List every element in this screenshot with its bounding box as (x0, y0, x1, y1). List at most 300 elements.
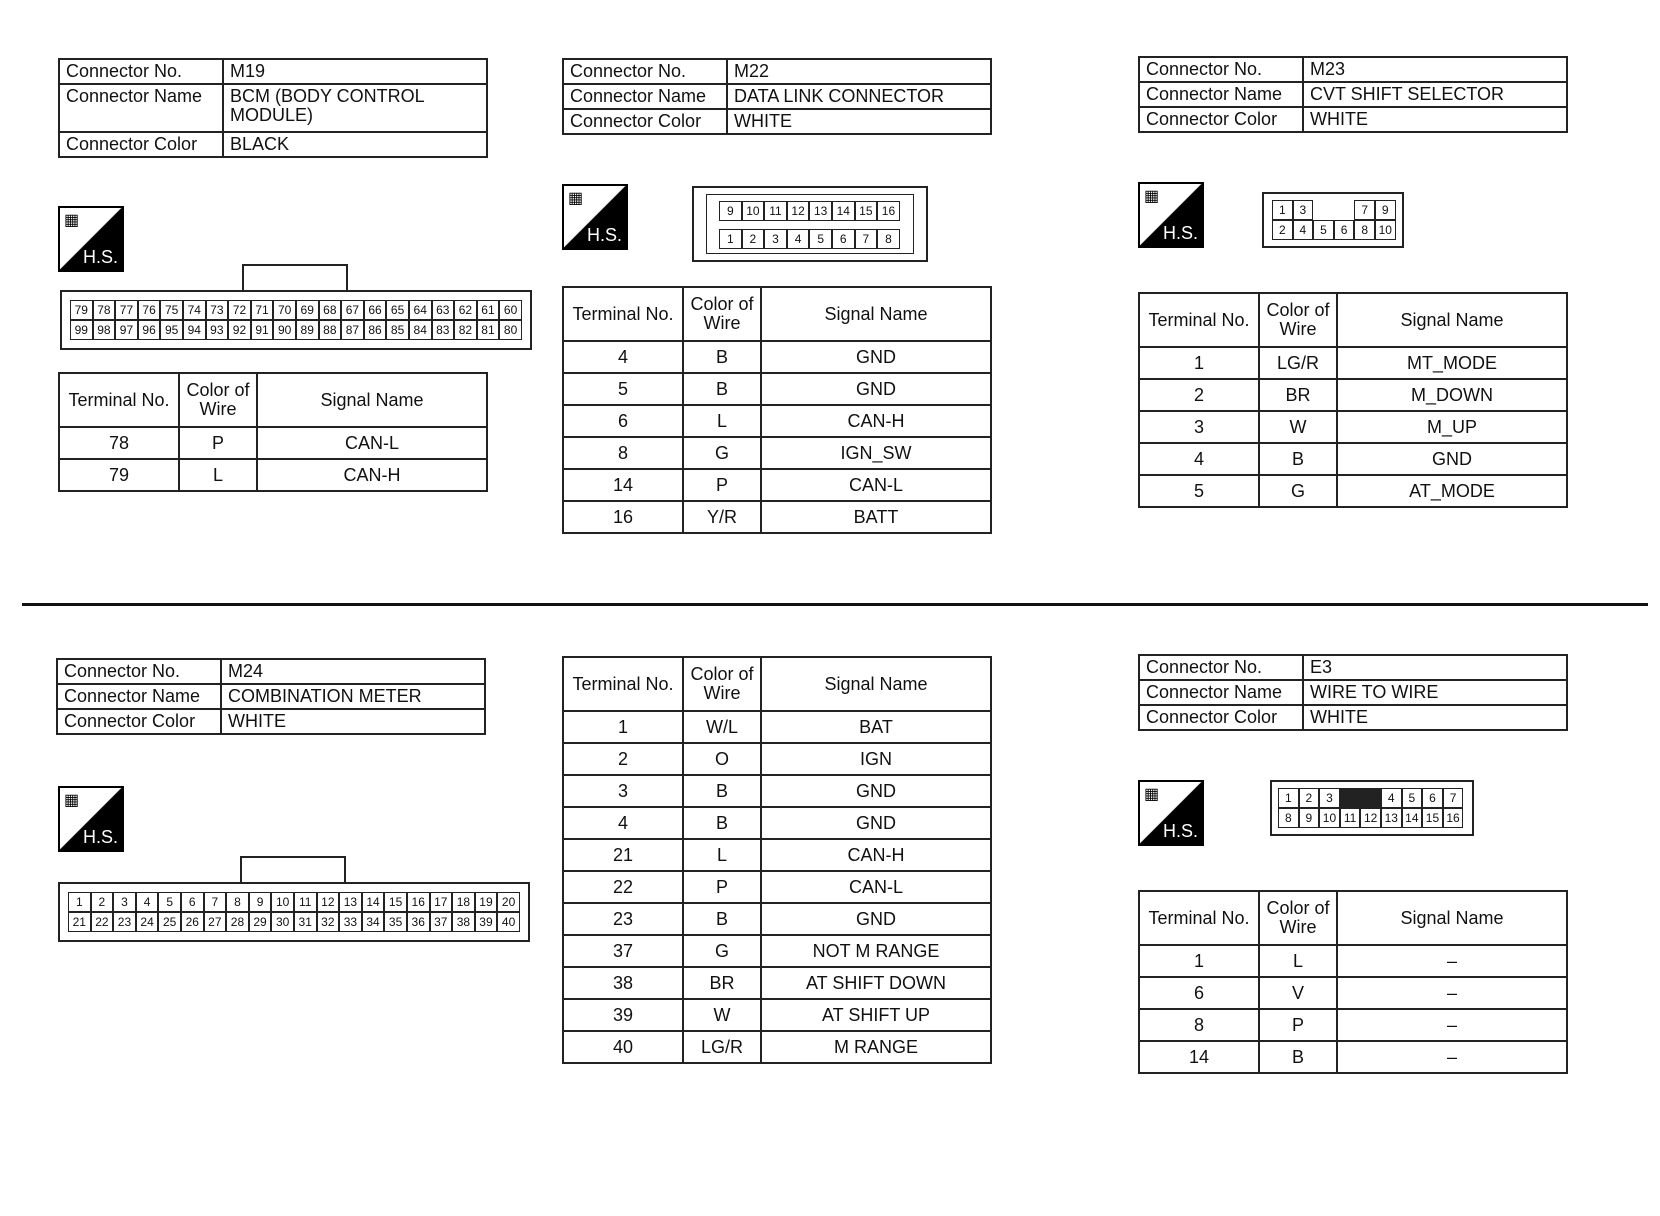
signal-name-cell: – (1337, 945, 1567, 977)
terminal-no-header: Terminal No. (59, 373, 179, 427)
wire-color-cell: G (1259, 475, 1337, 507)
terminal-no-cell: 3 (1139, 411, 1259, 443)
table-row (563, 437, 991, 469)
connector-pin: 3 (113, 892, 136, 912)
connector-pin: 38 (452, 912, 475, 932)
wire-color-cell: B (683, 373, 761, 405)
connector-pin: 1 (1278, 788, 1299, 808)
signal-name-cell: IGN (761, 743, 991, 775)
connector-name-label: Connector Name (57, 684, 221, 709)
connector-pin: 5 (158, 892, 181, 912)
connector-pin: 79 (70, 300, 93, 320)
connector-pin: 2 (1299, 788, 1320, 808)
table-row (563, 935, 991, 967)
terminal-no-cell: 38 (563, 967, 683, 999)
signal-name-cell: M_UP (1337, 411, 1567, 443)
connector-pin: 9 (1299, 808, 1320, 828)
connector-pin: 14 (1402, 808, 1423, 828)
connector-pin: 39 (475, 912, 498, 932)
connector-pin: 82 (454, 320, 477, 340)
connector-name-value: DATA LINK CONNECTOR (727, 84, 991, 109)
connector-pin: 4 (787, 229, 810, 249)
wire-color-cell: B (683, 775, 761, 807)
table-row (1139, 411, 1567, 443)
m23-terminal-table (1138, 292, 1568, 508)
connector-name-value: COMBINATION METER (221, 684, 485, 709)
connector-pin: 29 (249, 912, 272, 932)
connector-pin: 80 (499, 320, 522, 340)
terminal-no-cell: 14 (563, 469, 683, 501)
connector-pin: 3 (764, 229, 787, 249)
connector-color-label: Connector Color (563, 109, 727, 134)
connector-name-line2: MODULE) (230, 105, 314, 125)
connector-pin: 66 (364, 300, 387, 320)
m24-terminal-table (562, 656, 992, 1064)
connector-pin: 15 (384, 892, 407, 912)
connector-color-value: WHITE (1303, 107, 1567, 132)
connector-color-value: WHITE (1303, 705, 1567, 730)
connector-pin: 69 (296, 300, 319, 320)
connector-pin: 13 (809, 201, 832, 221)
connector-color-label: Connector Color (57, 709, 221, 734)
connector-pin: 92 (228, 320, 251, 340)
signal-name-header: Signal Name (257, 373, 487, 427)
terminal-no-cell: 2 (563, 743, 683, 775)
signal-name-cell: CAN-H (761, 405, 991, 437)
connector-pin: 11 (294, 892, 317, 912)
color-of-wire-header: Color of Wire (683, 287, 761, 341)
connector-pin: 62 (454, 300, 477, 320)
connector-pin: 8 (1278, 808, 1299, 828)
connector-pin: 10 (1375, 220, 1396, 240)
wire-color-cell: L (1259, 945, 1337, 977)
wire-color-cell: W (683, 999, 761, 1031)
connector-pin: 73 (206, 300, 229, 320)
connector-pin: 78 (93, 300, 116, 320)
connector-pin: 81 (477, 320, 500, 340)
terminal-no-header: Terminal No. (563, 657, 683, 711)
signal-name-cell: AT_MODE (1337, 475, 1567, 507)
connector-no-value: E3 (1303, 655, 1567, 680)
connector-key-slot (1334, 200, 1355, 220)
table-row (1139, 945, 1567, 977)
connector-pin: 9 (249, 892, 272, 912)
connector-pin: 6 (1334, 220, 1355, 240)
table-row (1139, 443, 1567, 475)
terminal-no-cell: 5 (1139, 475, 1259, 507)
connector-pin: 83 (432, 320, 455, 340)
connector-name-value: CVT SHIFT SELECTOR (1303, 82, 1567, 107)
connector-pin: 1 (719, 229, 742, 249)
section-divider (22, 603, 1648, 606)
signal-name-cell: – (1337, 1041, 1567, 1073)
terminal-no-cell: 14 (1139, 1041, 1259, 1073)
connector-name-label: Connector Name (1139, 82, 1303, 107)
connector-pin: 5 (809, 229, 832, 249)
connector-no-label: Connector No. (57, 659, 221, 684)
wire-color-cell: L (179, 459, 257, 491)
connector-pin: 19 (475, 892, 498, 912)
connector-symbol-icon: ▦ (568, 190, 584, 207)
table-row (1139, 977, 1567, 1009)
connector-symbol-icon: ▦ (64, 212, 80, 229)
m22-connector-inner (706, 194, 914, 254)
color-of-wire-header: Color of Wire (683, 657, 761, 711)
connector-key-slot (1313, 200, 1334, 220)
connector-pin: 85 (386, 320, 409, 340)
hs-label: H.S. (1162, 821, 1198, 841)
connector-pin: 64 (409, 300, 432, 320)
connector-pin: 37 (430, 912, 453, 932)
connector-pin: 25 (158, 912, 181, 932)
table-row (1139, 1041, 1567, 1073)
table-row (563, 743, 991, 775)
connector-color-value: WHITE (727, 109, 991, 134)
terminal-no-cell: 3 (563, 775, 683, 807)
terminal-no-cell: 78 (59, 427, 179, 459)
e3-info-table (1138, 654, 1568, 731)
table-row (1139, 475, 1567, 507)
table-row (563, 999, 991, 1031)
signal-name-cell: CAN-L (761, 469, 991, 501)
connector-pin: 15 (1422, 808, 1443, 828)
m23-pin-grid (1272, 200, 1396, 240)
connector-pin: 95 (160, 320, 183, 340)
m19-pin-grid (70, 300, 522, 340)
connector-pin: 6 (832, 229, 855, 249)
connector-pin: 99 (70, 320, 93, 340)
signal-name-cell: CAN-H (761, 839, 991, 871)
connector-pin: 10 (1319, 808, 1340, 828)
connector-pin: 27 (204, 912, 227, 932)
connector-pin: 74 (183, 300, 206, 320)
signal-name-header: Signal Name (761, 657, 991, 711)
table-row (563, 373, 991, 405)
hs-icon (562, 184, 628, 250)
color-of-wire-header: Color of Wire (1259, 293, 1337, 347)
wire-color-cell: P (683, 469, 761, 501)
connector-pin: 88 (319, 320, 342, 340)
connector-pin: 5 (1402, 788, 1423, 808)
terminal-no-cell: 4 (1139, 443, 1259, 475)
connector-pin: 26 (181, 912, 204, 932)
hs-label: H.S. (82, 827, 118, 847)
connector-pin: 31 (294, 912, 317, 932)
signal-name-cell: GND (761, 807, 991, 839)
connector-pin: 4 (1293, 220, 1314, 240)
wire-color-cell: V (1259, 977, 1337, 1009)
connector-pin: 5 (1313, 220, 1334, 240)
table-row (563, 967, 991, 999)
wire-color-cell: G (683, 935, 761, 967)
connector-pin: 16 (877, 201, 900, 221)
m24-info-table (56, 658, 486, 735)
signal-name-cell: GND (761, 373, 991, 405)
connector-no-label: Connector No. (563, 59, 727, 84)
wire-color-cell: B (683, 903, 761, 935)
connector-pin: 84 (409, 320, 432, 340)
connector-pin: 61 (477, 300, 500, 320)
connector-pin: 14 (832, 201, 855, 221)
signal-name-cell: GND (1337, 443, 1567, 475)
signal-name-cell: CAN-H (257, 459, 487, 491)
terminal-no-cell: 23 (563, 903, 683, 935)
connector-pin: 21 (68, 912, 91, 932)
wire-color-cell: G (683, 437, 761, 469)
signal-name-header: Signal Name (1337, 293, 1567, 347)
table-row (563, 871, 991, 903)
signal-name-cell: AT SHIFT UP (761, 999, 991, 1031)
connector-pin: 13 (339, 892, 362, 912)
connector-pin: 4 (136, 892, 159, 912)
connector-pin: 32 (317, 912, 340, 932)
connector-pin: 16 (407, 892, 430, 912)
connector-pin: 11 (764, 201, 787, 221)
table-row (563, 775, 991, 807)
color-of-wire-header: Color of Wire (1259, 891, 1337, 945)
table-row (563, 405, 991, 437)
e3-connector-face (1270, 780, 1474, 836)
signal-name-cell: – (1337, 1009, 1567, 1041)
connector-color-label: Connector Color (1139, 107, 1303, 132)
connector-pin: 7 (204, 892, 227, 912)
connector-no-value: M19 (223, 59, 487, 84)
e3-pin-grid (1278, 788, 1463, 828)
table-row (563, 341, 991, 373)
connector-pin: 98 (93, 320, 116, 340)
connector-pin: 16 (1443, 808, 1464, 828)
wire-color-cell: LG/R (683, 1031, 761, 1063)
connector-pin: 34 (362, 912, 385, 932)
table-row (59, 427, 487, 459)
connector-pin: 10 (271, 892, 294, 912)
connector-no-value: M24 (221, 659, 485, 684)
wire-color-cell: B (683, 807, 761, 839)
table-row (1139, 1009, 1567, 1041)
connector-pin: 70 (273, 300, 296, 320)
wire-color-cell: B (1259, 443, 1337, 475)
connector-name-label: Connector Name (1139, 680, 1303, 705)
hs-icon (1138, 182, 1204, 248)
terminal-no-cell: 1 (563, 711, 683, 743)
connector-symbol-icon: ▦ (1144, 786, 1160, 803)
wire-color-cell: L (683, 839, 761, 871)
m23-connector-face (1262, 192, 1404, 248)
connector-pin: 6 (181, 892, 204, 912)
connector-pin: 3 (1293, 200, 1314, 220)
connector-pin: 24 (136, 912, 159, 932)
connector-pin: 12 (787, 201, 810, 221)
connector-pin: 8 (226, 892, 249, 912)
m22-connector-face (692, 186, 928, 262)
connector-pin: 76 (138, 300, 161, 320)
hs-label: H.S. (1162, 223, 1198, 243)
connector-pin: 1 (68, 892, 91, 912)
connector-key-slot (1340, 788, 1381, 808)
signal-name-cell: NOT M RANGE (761, 935, 991, 967)
table-row (563, 807, 991, 839)
signal-name-cell: GND (761, 903, 991, 935)
m22-pin-grid (719, 201, 900, 249)
wire-color-cell: P (683, 871, 761, 903)
connector-pin: 91 (251, 320, 274, 340)
connector-name-line1: BCM (BODY CONTROL (230, 86, 425, 106)
terminal-no-cell: 40 (563, 1031, 683, 1063)
terminal-no-cell: 79 (59, 459, 179, 491)
table-row (1139, 347, 1567, 379)
connector-color-value: BLACK (223, 132, 487, 157)
terminal-no-cell: 1 (1139, 945, 1259, 977)
connector-name-label: Connector Name (563, 84, 727, 109)
table-row (59, 459, 487, 491)
connector-symbol-icon: ▦ (1144, 188, 1160, 205)
terminal-no-cell: 8 (1139, 1009, 1259, 1041)
terminal-no-cell: 4 (563, 341, 683, 373)
hs-icon (1138, 780, 1204, 846)
m22-info-table (562, 58, 992, 135)
m22-terminal-table (562, 286, 992, 534)
terminal-no-cell: 1 (1139, 347, 1259, 379)
wire-color-cell: LG/R (1259, 347, 1337, 379)
wire-color-cell: P (179, 427, 257, 459)
signal-name-header: Signal Name (761, 287, 991, 341)
connector-pin: 4 (1381, 788, 1402, 808)
connector-pin: 18 (452, 892, 475, 912)
connector-pin: 11 (1340, 808, 1361, 828)
connector-pin: 90 (273, 320, 296, 340)
signal-name-cell: CAN-L (257, 427, 487, 459)
table-row (1139, 379, 1567, 411)
terminal-no-header: Terminal No. (1139, 293, 1259, 347)
signal-name-cell: – (1337, 977, 1567, 1009)
wire-color-cell: Y/R (683, 501, 761, 533)
wire-color-cell: BR (683, 967, 761, 999)
m19-terminal-table (58, 372, 488, 492)
m23-info-table (1138, 56, 1568, 133)
wire-color-cell: W/L (683, 711, 761, 743)
connector-pin: 7 (1354, 200, 1375, 220)
connector-pin: 7 (855, 229, 878, 249)
connector-name-value (223, 84, 487, 132)
terminal-no-cell: 8 (563, 437, 683, 469)
connector-color-label: Connector Color (1139, 705, 1303, 730)
connector-pin: 75 (160, 300, 183, 320)
wire-color-cell: L (683, 405, 761, 437)
connector-pin: 94 (183, 320, 206, 340)
connector-pin: 2 (1272, 220, 1293, 240)
connector-color-value: WHITE (221, 709, 485, 734)
terminal-no-cell: 22 (563, 871, 683, 903)
wire-color-cell: P (1259, 1009, 1337, 1041)
connector-pin: 68 (319, 300, 342, 320)
connector-no-value: M23 (1303, 57, 1567, 82)
connector-name-label: Connector Name (59, 84, 223, 132)
terminal-no-header: Terminal No. (563, 287, 683, 341)
table-row (563, 469, 991, 501)
connector-pin: 9 (1375, 200, 1396, 220)
connector-pin: 3 (1319, 788, 1340, 808)
wire-color-cell: O (683, 743, 761, 775)
connector-pin: 22 (91, 912, 114, 932)
connector-pin: 8 (1354, 220, 1375, 240)
color-of-wire-header: Color of Wire (179, 373, 257, 427)
m24-connector-face (58, 882, 530, 942)
connector-pin: 2 (742, 229, 765, 249)
m24-pin-grid (68, 892, 520, 932)
terminal-no-cell: 39 (563, 999, 683, 1031)
connector-pin: 60 (499, 300, 522, 320)
table-row (563, 903, 991, 935)
signal-name-header: Signal Name (1337, 891, 1567, 945)
connector-pin: 2 (91, 892, 114, 912)
m19-info-table (58, 58, 488, 158)
table-row (563, 711, 991, 743)
terminal-no-cell: 21 (563, 839, 683, 871)
wire-color-cell: BR (1259, 379, 1337, 411)
connector-pin: 96 (138, 320, 161, 340)
e3-terminal-table (1138, 890, 1568, 1074)
connector-pin: 93 (206, 320, 229, 340)
connector-pin: 9 (719, 201, 742, 221)
connector-pin: 28 (226, 912, 249, 932)
connector-pin: 63 (432, 300, 455, 320)
signal-name-cell: GND (761, 341, 991, 373)
terminal-no-cell: 6 (563, 405, 683, 437)
table-row (563, 839, 991, 871)
hs-label: H.S. (82, 247, 118, 267)
connector-pin: 97 (115, 320, 138, 340)
terminal-no-header: Terminal No. (1139, 891, 1259, 945)
connector-pin: 71 (251, 300, 274, 320)
terminal-no-cell: 2 (1139, 379, 1259, 411)
connector-pin: 65 (386, 300, 409, 320)
signal-name-cell: M_DOWN (1337, 379, 1567, 411)
table-row (563, 501, 991, 533)
connector-pin: 77 (115, 300, 138, 320)
signal-name-cell: CAN-L (761, 871, 991, 903)
connector-no-label: Connector No. (59, 59, 223, 84)
connector-pin: 35 (384, 912, 407, 932)
connector-pin: 40 (497, 912, 520, 932)
connector-pin: 13 (1381, 808, 1402, 828)
connector-pin: 87 (341, 320, 364, 340)
terminal-no-cell: 4 (563, 807, 683, 839)
connector-pin: 30 (271, 912, 294, 932)
connector-pin: 7 (1443, 788, 1464, 808)
connector-pin: 15 (855, 201, 878, 221)
wire-color-cell: B (1259, 1041, 1337, 1073)
hs-icon (58, 206, 124, 272)
connector-pin: 8 (877, 229, 900, 249)
connector-symbol-icon: ▦ (64, 792, 80, 809)
connector-no-label: Connector No. (1139, 655, 1303, 680)
wire-color-cell: W (1259, 411, 1337, 443)
connector-pin: 6 (1422, 788, 1443, 808)
connector-pin: 36 (407, 912, 430, 932)
connector-pin: 67 (341, 300, 364, 320)
connector-pin: 10 (742, 201, 765, 221)
connector-pin: 17 (430, 892, 453, 912)
connector-no-label: Connector No. (1139, 57, 1303, 82)
connector-pin: 86 (364, 320, 387, 340)
terminal-no-cell: 6 (1139, 977, 1259, 1009)
connector-no-value: M22 (727, 59, 991, 84)
connector-color-label: Connector Color (59, 132, 223, 157)
signal-name-cell: IGN_SW (761, 437, 991, 469)
m19-connector-face (60, 290, 532, 350)
hs-icon (58, 786, 124, 852)
signal-name-cell: BAT (761, 711, 991, 743)
